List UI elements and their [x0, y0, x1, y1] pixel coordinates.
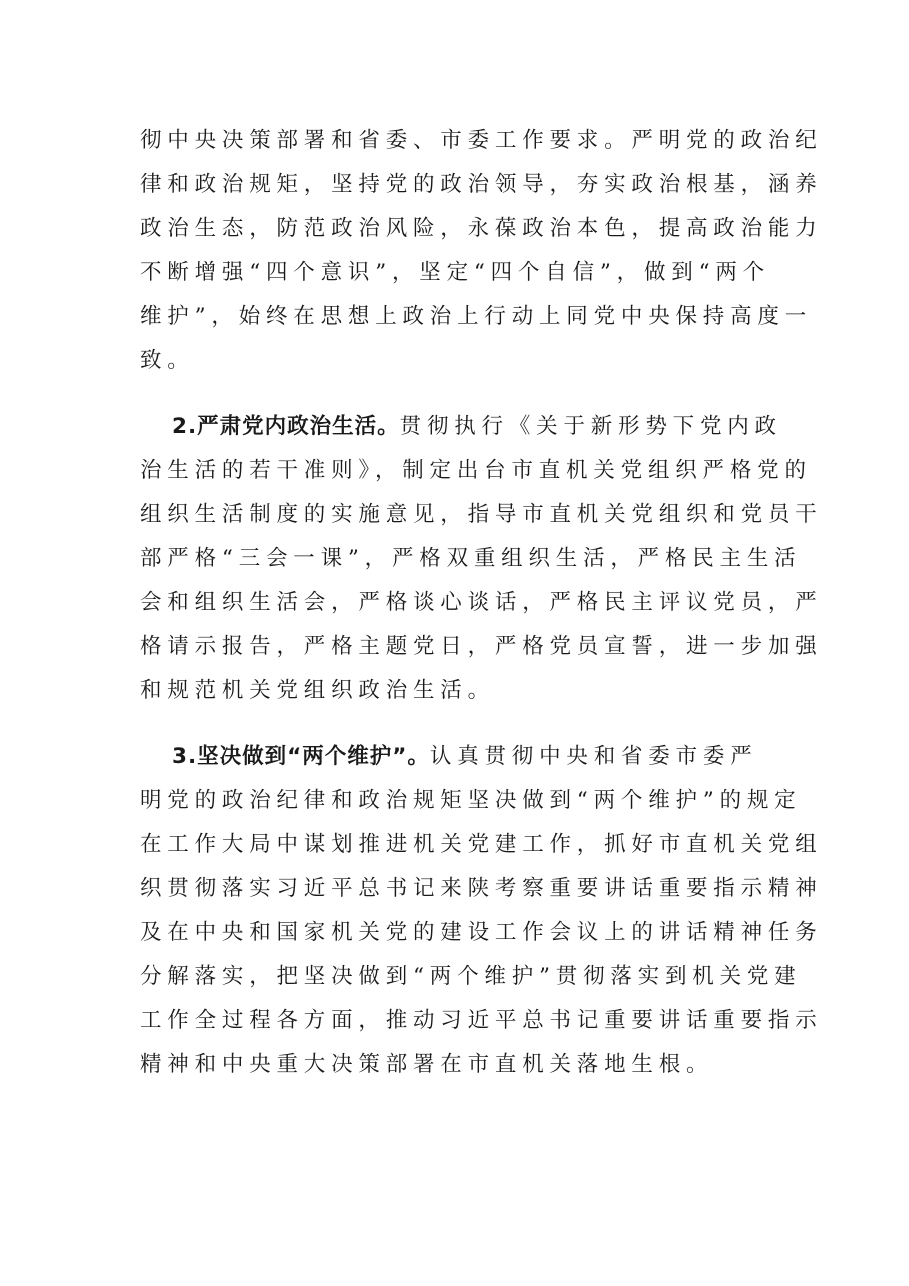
paragraph-1-line: 政治生态，防范政治风险，永葆政治本色，提高政治能力: [140, 216, 823, 241]
paragraph-3-first-line-text: 认真贯彻中央和省委市委严: [429, 744, 758, 769]
paragraph-3-line: 及在中央和国家机关党的建设工作会议上的讲话精神任务: [140, 920, 823, 945]
paragraph-2-heading: 2.严肃党内政治生活。: [172, 414, 400, 439]
paragraph-3-line: 工作全过程各方面，推动习近平总书记重要讲话重要指示: [140, 1008, 823, 1033]
paragraph-3-line: 分解落实，把坚决做到“两个维护”贯彻落实到机关党建: [140, 964, 802, 989]
paragraph-2-line: 格请示报告，严格主题党日，严格党员宣誓，进一步加强: [140, 634, 823, 659]
paragraph-2-line: 组织生活制度的实施意见，指导市直机关党组织和党员干: [140, 502, 823, 527]
paragraph-3-line: 在工作大局中谋划推进机关党建工作，抓好市直机关党组: [140, 832, 823, 857]
paragraph-2-line: 会和组织生活会，严格谈心谈话，严格民主评议党员，严: [140, 590, 823, 615]
paragraph-2-first-line: [172, 412, 782, 442]
paragraph-2-line: 治生活的若干准则》，制定出台市直机关党组织严格党的: [140, 458, 812, 483]
paragraph-3-line: 精神和中央重大决策部署在市直机关落地生根。: [140, 1052, 714, 1077]
paragraph-3-heading: 3.坚决做到“两个维护”。: [172, 744, 430, 769]
paragraph-3-first-line: [172, 742, 758, 772]
paragraph-3-line: 明党的政治纪律和政治规矩坚决做到“两个维护”的规定: [140, 788, 802, 813]
paragraph-1-line: 律和政治规矩，坚持党的政治领导，夯实政治根基，涵养: [140, 172, 823, 197]
paragraph-1-line: 致。: [140, 348, 195, 373]
paragraph-1-line: 维护”，始终在思想上政治上行动上同党中央保持高度一: [140, 304, 812, 329]
paragraph-2-line: 和规范机关党组织政治生活。: [140, 678, 495, 703]
paragraph-1-line: 彻中央决策部署和省委、市委工作要求。严明党的政治纪: [140, 128, 823, 153]
paragraph-3-line: 织贯彻落实习近平总书记来陕考察重要讲话重要指示精神: [140, 876, 823, 901]
paragraph-2-line: 部严格“三会一课”，严格双重组织生活，严格民主生活: [140, 546, 802, 571]
paragraph-1-line: 不断增强“四个意识”，坚定“四个自信”，做到“两个: [140, 260, 770, 285]
paragraph-2-first-line-text: 贯彻执行《关于新形势下党内政: [399, 414, 782, 439]
